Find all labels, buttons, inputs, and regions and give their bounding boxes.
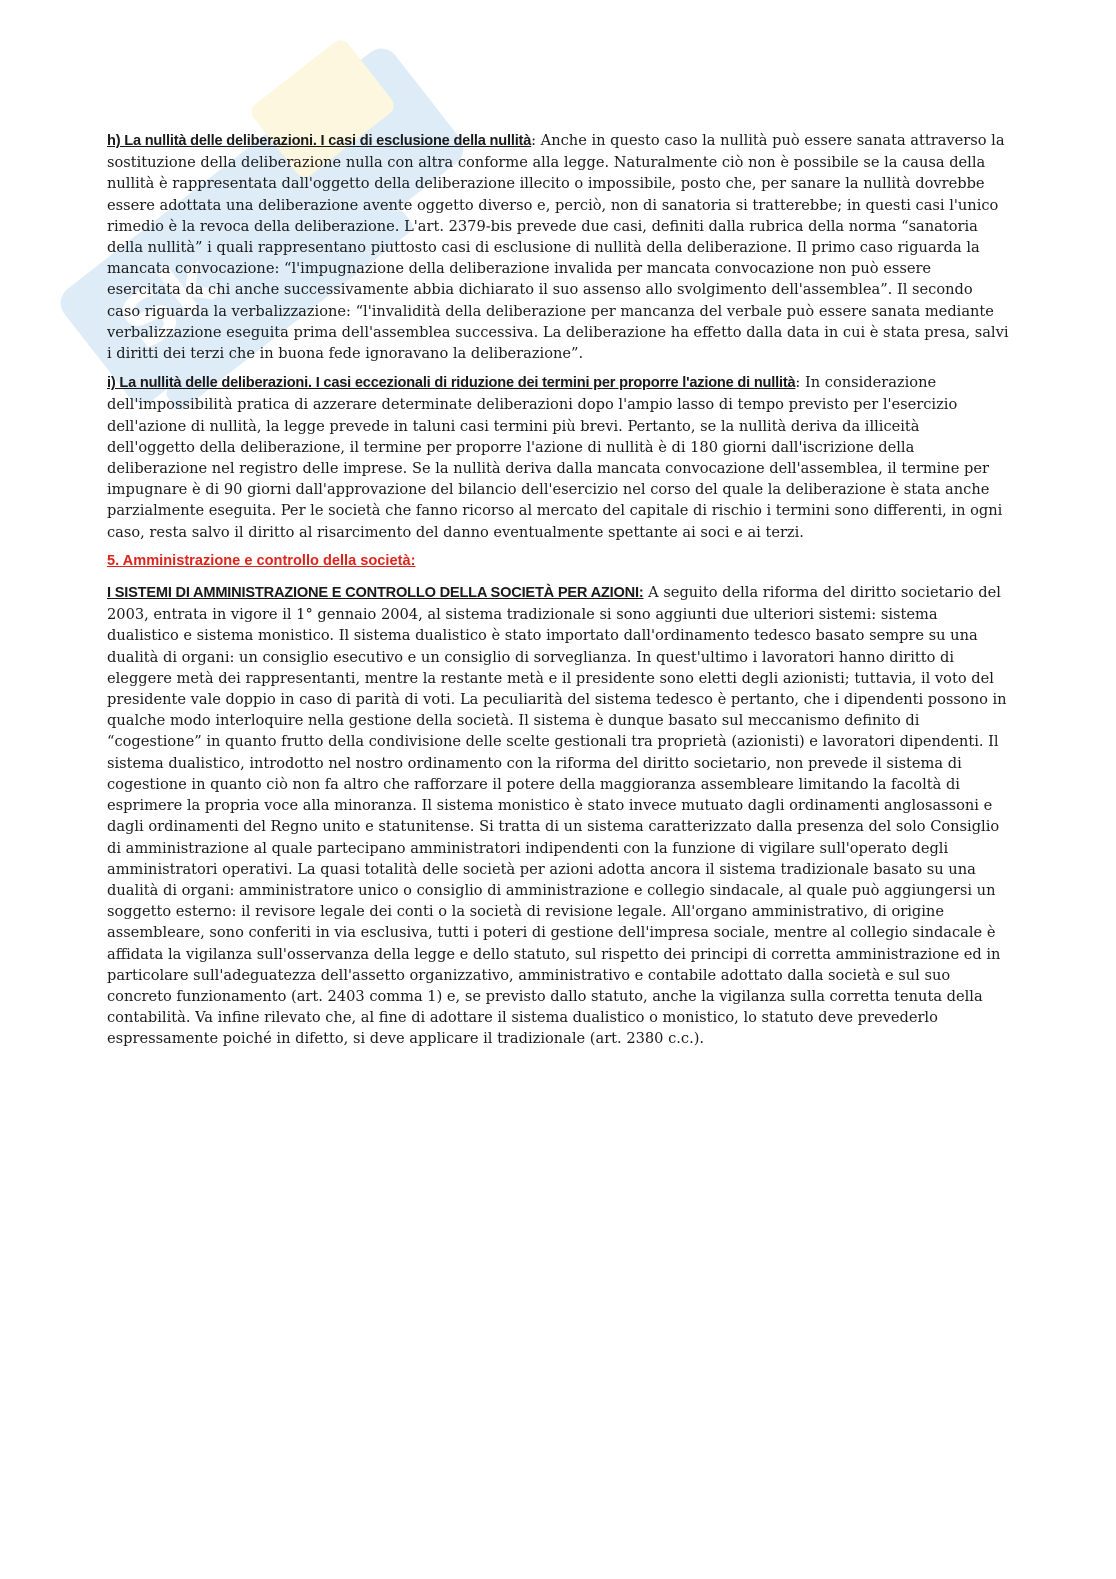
- section-5-heading: 5. Amministrazione e controllo della società:: [107, 552, 416, 569]
- paragraph-sistemi-heading: I SISTEMI DI AMMINISTRAZIONE E CONTROLLO DELLA SOCIETÀ PER AZIONI:: [107, 585, 644, 602]
- paragraph-i: [107, 372, 1009, 543]
- paragraph-h-body: : Anche in questo caso la nullità può essere sanata attraverso la sostituzione della deliberazione nulla con altra conforme alla legge. Naturalmente ciò non è possibile se la causa della nullità è rappresentata dall'oggetto della deliberazione illecito o impossibile, posto che, per sanare la nullità dovrebbe essere adottata una deliberazione avente oggetto diverso e, perciò, non di sanatoria si tratterebbe; in questi casi l'unico rimedio è la revoca della deliberazione. L'art. 2379-bis prevede due casi, definiti dalla rubrica della norma “sanatoria della nullità” i quali rappresentano piuttosto casi di esclusione di nullità della deliberazione. Il primo caso riguarda la mancata convocazione: “l'impugnazione della deliberazione invalida per mancata convocazione non può essere esercitata da chi anche successivamente abbia dichiarato il suo assenso allo svolgimento dell'assemblea”. Il secondo caso riguarda la verbalizzazione: “l'invalidità della deliberazione per mancanza del verbale può essere sanata mediante verbalizzazione eseguita prima dell'assemblea successiva. La deliberazione ha effetto dalla data in cui è stata presa, salvi i diritti dei terzi che in buona fede ignoravano la deliberazione”.: [107, 132, 1009, 363]
- paragraph-i-body: : In considerazione dell'impossibilità pratica di azzerare determinate deliberazioni dopo l'ampio lasso di tempo previsto per l'esercizio dell'azione di nullità, la legge prevede in taluni casi termini più brevi. Pertanto, se la nullità deriva da illiceità dell'oggetto della deliberazione, il termine per proporre l'azione di nullità è di 180 giorni dall'iscrizione della deliberazione nel registro delle imprese. Se la nullità deriva dalla mancata convocazione dell'assemblea, il termine per impugnare è di 90 giorni dall'approvazione del bilancio dell'esercizio nel corso del quale la deliberazione è stata anche parzialmente eseguita. Per le società che fanno ricorso al mercato del capitale di rischio i termini sono differenti, in ogni caso, resta salvo il diritto al risarcimento del danno eventualmente spettante ai soci e ai terzi.: [107, 374, 1003, 541]
- paragraph-i-heading: i) La nullità delle deliberazioni. I casi eccezionali di riduzione dei termini per proporre l'azione di nullità: [107, 375, 796, 392]
- paragraph-sistemi-body: A seguito della riforma del diritto societario del 2003, entrata in vigore il 1° gennaio 2004, al sistema tradizionale si sono aggiunti due ulteriori sistemi: sistema dualistico e sistema monistico. Il sistema dualistico è stato importato dall'ordinamento tedesco basato sempre su una dualità di organi: un consiglio esecutivo e un consiglio di sorveglianza. In quest'ultimo i lavoratori hanno diritto di eleggere metà dei rappresentanti, mentre la restante metà e il presidente sono eletti degli azionisti; tuttavia, il voto del presidente vale doppio in caso di parità di voti. La peculiarità del sistema tedesco è pertanto, che i dipendenti possono in qualche modo interloquire nella gestione della società. Il sistema è dunque basato sul meccanismo definito di “cogestione” in quanto frutto della condivisione delle scelte gestionali tra proprietà (azionisti) e lavoratori dipendenti. Il sistema dualistico, introdotto nel nostro ordinamento con la riforma del diritto societario, non prevede il sistema di cogestione in quanto ciò non fa altro che rafforzare il potere della maggioranza assembleare limitando la facoltà di esprimere la propria voce alla minoranza. Il sistema monistico è stato invece mutuato dagli ordinamenti anglosassoni e dagli ordinamenti del Regno unito e statunitense. Si tratta di un sistema caratterizzato dalla presenza del solo Consiglio di amministrazione al quale partecipano amministratori indipendenti con la funzione di vigilare sull'operato degli amministratori operativi. La quasi totalità delle società per azioni adotta ancora il sistema tradizionale basato su una dualità di organi: amministratore unico o consiglio di amministrazione e collegio sindacale, al quale può aggiungersi un soggetto esterno: il revisore legale dei conti o la società di revisione legale. All'organo amministrativo, di origine assembleare, sono conferiti in via esclusiva, tutti i poteri di gestione dell'impresa sociale, mentre al collegio sindacale è affidata la vigilanza sull'osservanza della legge e dello statuto, sul rispetto dei principi di corretta amministrazione ed in particolare sull'adeguatezza dell'assetto organizzativo, amministrativo e contabile adottato dalla società e sul suo concreto funzionamento (art. 2403 comma 1) e, se previsto dallo statuto, anche la vigilanza sulla corretta tenuta della contabilità. Va infine rilevato che, al fine di adottare il sistema dualistico o monistico, lo statuto deve prevederlo espressamente poiché in difetto, si deve applicare il tradizionale (art. 2380 c.c.).: [107, 584, 1007, 1048]
- document-body: [107, 130, 1009, 1060]
- paragraph-h: [107, 130, 1009, 364]
- paragraph-h-heading: h) La nullità delle deliberazioni. I casi di esclusione della nullità: [107, 133, 532, 149]
- paragraph-sistemi: [107, 582, 1009, 1049]
- svg-text:Sk: Sk: [104, 238, 235, 366]
